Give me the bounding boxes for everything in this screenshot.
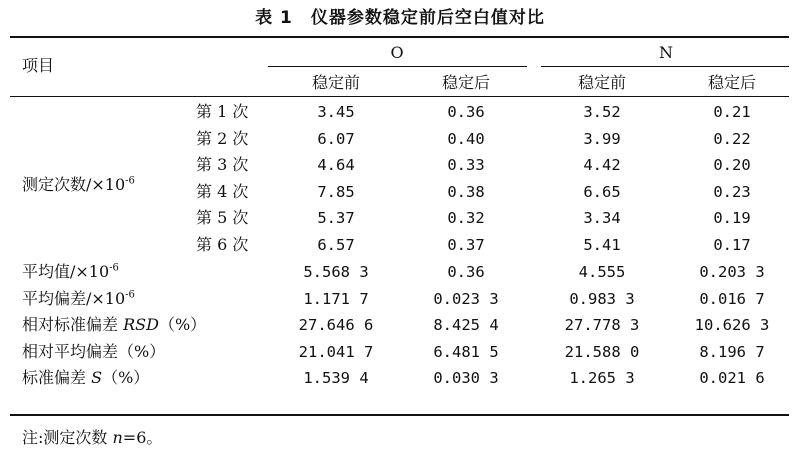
item-header: 项目: [22, 56, 55, 75]
note-var: n: [112, 428, 123, 447]
group-rule-n: [541, 66, 789, 67]
stats-value-cell: 1.539 4: [303, 369, 369, 387]
bottom-rule: [10, 414, 789, 416]
stats-row-label-text: 标准偏差: [22, 368, 92, 387]
stats-value-cell: 4.555: [578, 263, 626, 281]
measure-value-cell: 6.07: [317, 129, 355, 148]
header-rule: [10, 96, 789, 97]
measure-value-cell: 6.57: [317, 235, 355, 254]
measure-value-cell: 3.52: [583, 103, 621, 121]
measure-value-cell: 4.64: [317, 156, 355, 174]
stats-value-cell: 8.196 7: [699, 342, 765, 361]
sub-header-n-after: 稳定后: [707, 73, 757, 92]
measure-value-cell: 0.38: [447, 182, 485, 201]
measure-value-cell: 0.37: [447, 235, 485, 254]
stats-row-label-tail: （%）: [158, 315, 207, 334]
measure-group-label-text: 测定次数/×10: [22, 175, 126, 194]
stats-value-cell: 0.203 3: [699, 263, 765, 281]
measure-row-label: 第 2 次: [196, 128, 249, 148]
table-note: [22, 425, 162, 448]
table-title: 表 1 仪器参数稳定前后空白值对比: [255, 8, 545, 28]
measure-group-label-sup: -6: [125, 175, 135, 187]
note-suffix: =6。: [122, 428, 163, 447]
measure-group-label: [22, 175, 135, 195]
group-header-n: N: [659, 43, 673, 62]
measure-value-cell: 0.23: [713, 182, 751, 201]
stats-value-cell: 21.041 7: [298, 342, 374, 361]
stats-row-label: [22, 315, 206, 335]
sub-header-o-before: 稳定前: [311, 73, 361, 92]
stats-value-cell: 10.626 3: [694, 316, 770, 334]
measure-value-cell: 3.45: [317, 103, 355, 121]
measure-value-cell: 5.41: [583, 235, 621, 254]
stats-value-cell: 0.030 3: [433, 369, 499, 387]
measure-value-cell: 5.37: [317, 209, 355, 227]
measure-value-cell: 0.17: [713, 235, 751, 254]
top-rule: [10, 36, 789, 38]
measure-value-cell: 0.33: [447, 156, 485, 174]
stats-row-label: [22, 342, 165, 362]
stats-row-label-sup: -6: [125, 289, 135, 301]
sub-header-o-after: 稳定后: [441, 73, 491, 92]
measure-row-label: 第 5 次: [196, 208, 249, 227]
group-header-o: O: [390, 43, 404, 62]
stats-value-cell: 1.265 3: [569, 369, 635, 387]
stats-row-label-italic: S: [91, 368, 103, 387]
measure-value-cell: 7.85: [317, 182, 355, 201]
sub-header-n-before: 稳定前: [577, 73, 627, 92]
stats-value-cell: 21.588 0: [564, 342, 640, 361]
stats-value-cell: 0.016 7: [699, 289, 765, 308]
measure-row-label: 第 3 次: [196, 155, 249, 174]
measure-value-cell: 3.34: [583, 209, 621, 227]
measure-value-cell: 0.40: [447, 129, 485, 148]
stats-row-label-tail: （%）: [102, 368, 150, 387]
group-rule-o: [268, 66, 527, 67]
stats-row-label-italic: RSD: [123, 315, 159, 334]
stats-value-cell: 0.36: [447, 263, 485, 281]
measure-value-cell: 6.65: [583, 182, 621, 201]
stats-value-cell: 6.481 5: [433, 342, 499, 361]
note-prefix: 注:测定次数: [22, 428, 113, 447]
measure-value-cell: 0.20: [713, 156, 751, 174]
stats-row-label: [22, 289, 135, 309]
stats-row-label-text: 相对标准偏差: [22, 315, 124, 334]
stats-value-cell: 27.646 6: [298, 316, 374, 334]
stats-row-label: [22, 368, 149, 388]
measure-value-cell: 4.42: [583, 156, 621, 174]
stats-value-cell: 0.023 3: [433, 289, 499, 308]
stats-row-label-text: 相对平均偏差（%）: [22, 341, 166, 361]
measure-value-cell: 0.21: [713, 103, 751, 121]
stats-value-cell: 0.021 6: [699, 369, 765, 387]
measure-value-cell: 3.99: [583, 129, 621, 148]
measure-value-cell: 0.36: [447, 103, 485, 121]
measure-row-label: 第 6 次: [196, 234, 249, 254]
stats-row-label-text: 平均值/×10: [22, 262, 110, 281]
measure-value-cell: 0.22: [713, 129, 751, 148]
stats-row-label-sup: -6: [109, 262, 119, 274]
stats-value-cell: 27.778 3: [564, 316, 640, 334]
measure-row-label: 第 4 次: [196, 181, 249, 201]
stats-value-cell: 1.171 7: [303, 289, 369, 308]
stats-value-cell: 8.425 4: [433, 316, 499, 334]
measure-value-cell: 0.19: [713, 209, 751, 227]
stats-row-label-text: 平均偏差/×10: [22, 288, 126, 308]
stats-value-cell: 5.568 3: [303, 263, 369, 281]
measure-value-cell: 0.32: [447, 209, 485, 227]
measure-row-label: 第 1 次: [196, 102, 249, 121]
stats-value-cell: 0.983 3: [569, 289, 635, 308]
stats-row-label: [22, 262, 119, 282]
